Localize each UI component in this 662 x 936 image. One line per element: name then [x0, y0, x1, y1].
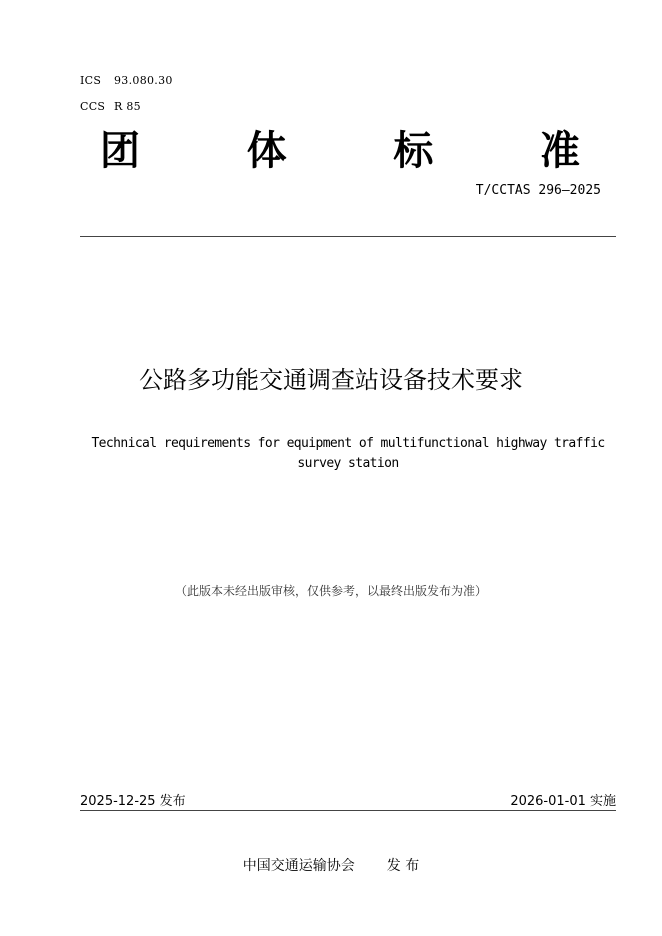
footer-divider [80, 810, 616, 811]
header-divider [80, 236, 616, 237]
ccs-line [80, 100, 141, 113]
chinese-title: 公路多功能交通调查站设备技术要求 [139, 366, 523, 394]
english-title-line-1: Technical requirements for equipment of multifunctional highway traffic [91, 436, 605, 451]
ics-label: ICS [80, 74, 102, 87]
title-char-3: 标 [393, 128, 434, 174]
draft-note: （此版本未经出版审核，仅供参考，以最终出版发布为准） [174, 584, 487, 598]
title-char-1: 团 [100, 128, 140, 174]
ics-value: 93.080.30 [114, 74, 173, 87]
ccs-value: R 85 [114, 100, 141, 113]
ics-line [80, 74, 173, 87]
english-title-line-2: survey station [297, 456, 399, 471]
issuer-name: 中国交通运输协会 [242, 858, 355, 874]
publish-date: 2025-12-25 发布 [80, 794, 186, 809]
title-char-2: 体 [246, 128, 287, 174]
title-char-4: 准 [539, 128, 580, 174]
ccs-label: CCS [80, 100, 106, 113]
standard-number: T/CCTAS 296—2025 [475, 183, 601, 198]
standard-type-title [100, 126, 580, 176]
issuer-line [0, 855, 662, 875]
issuer-action: 发 布 [386, 858, 420, 874]
implement-date: 2026-01-01 实施 [510, 794, 616, 809]
english-title [70, 434, 626, 474]
